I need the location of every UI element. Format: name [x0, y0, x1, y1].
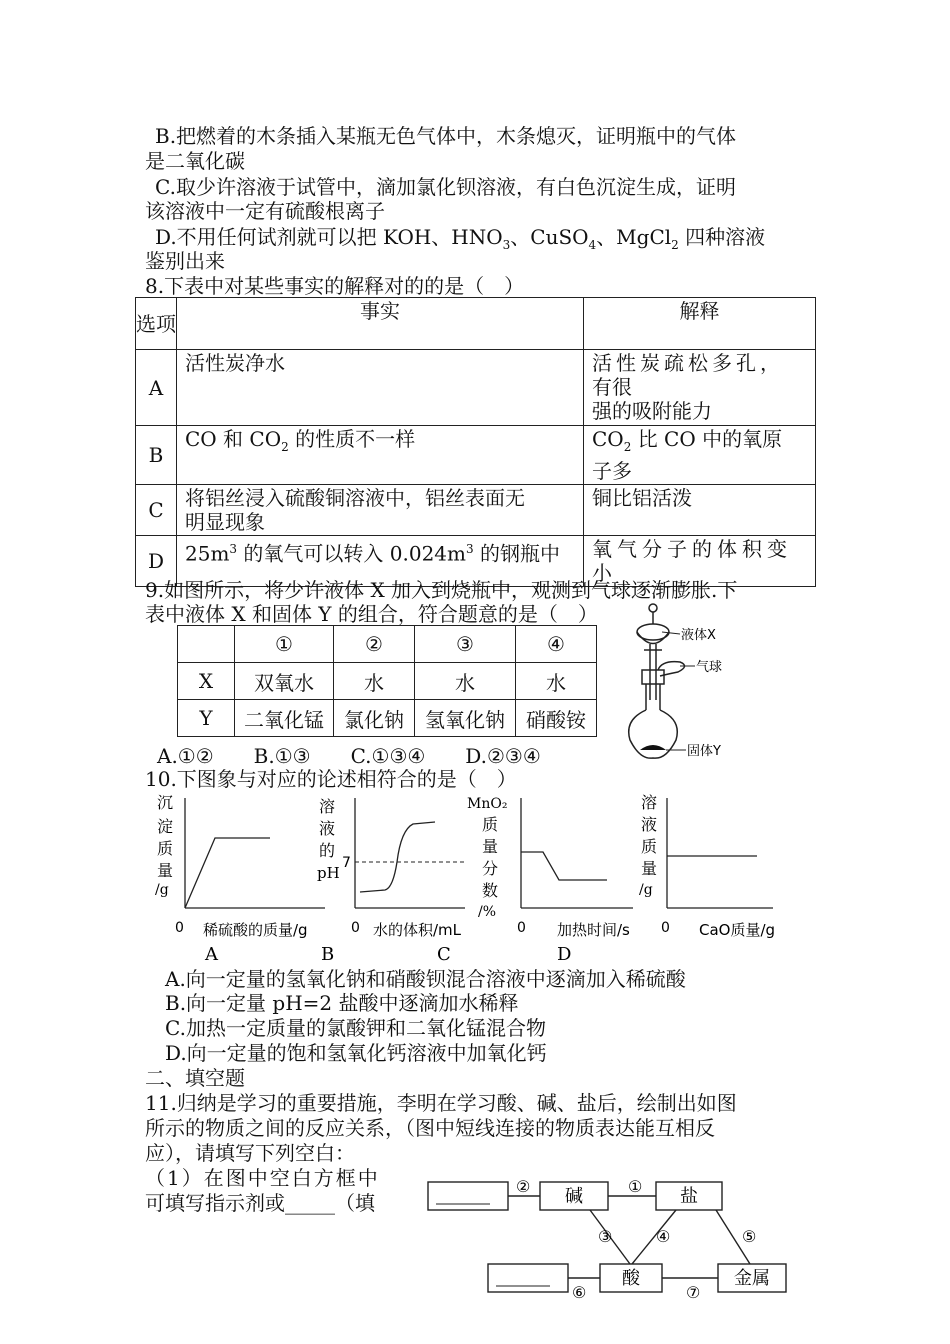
- section-heading: 二、填空题: [145, 1066, 245, 1090]
- link-3-label: ③: [598, 1227, 613, 1246]
- q9-col-2: ②: [334, 626, 415, 663]
- q8-header-explain: 解释: [584, 298, 816, 350]
- q7-option-c-line2: 该溶液中一定有硫酸根离子: [145, 199, 385, 223]
- liquid-x-label: 液体X: [681, 628, 716, 643]
- acid-box-label: 酸: [622, 1268, 640, 1289]
- graph-a-letter: A: [205, 944, 218, 965]
- q9-row-y-label: Y: [178, 700, 235, 737]
- graph-c-origin: 0: [517, 920, 526, 936]
- q9-col-1: ①: [235, 626, 334, 663]
- table-row: [178, 700, 597, 737]
- q9-corner: [178, 626, 235, 663]
- q8-table: [135, 297, 816, 587]
- q9-x-2: 水: [334, 663, 415, 700]
- q7-option-c-line1: C.取少许溶液于试管中，滴加氯化钡溶液，有白色沉淀生成，证明: [155, 175, 736, 199]
- graph-d-ylabel-4: 量: [641, 859, 658, 878]
- graph-d-origin: 0: [661, 920, 670, 936]
- q8-row-d-fact: $25m^3$ 的氧气可以转入 $0.024m^3$ 的钢瓶中: [177, 536, 584, 587]
- flask-apparatus-figure: [620, 600, 750, 770]
- q11-line3: 应），请填写下列空白：: [145, 1141, 355, 1165]
- graph-c-ylabel-1: MnO₂: [467, 796, 508, 812]
- q10-option-d: D.向一定量的饱和氢氧化钙溶液中加氧化钙: [165, 1041, 547, 1065]
- graph-a-origin: 0: [175, 920, 184, 936]
- q9-answer-choices: A.①② B.①③ C.①③④ D.②③④: [157, 744, 541, 768]
- q9-row-x-label: X: [178, 663, 235, 700]
- graph-a-xlabel: 稀硫酸的质量/g: [203, 921, 308, 939]
- table-row: [178, 663, 597, 700]
- salt-box-label: 盐: [680, 1186, 698, 1207]
- q9-col-4: ④: [516, 626, 597, 663]
- table-row: [136, 350, 816, 426]
- q8-row-d-explain: 氧气分子的体积变 小: [584, 536, 816, 587]
- graph-c-letter: C: [437, 944, 451, 965]
- q11-line2: 所示的物质之间的反应关系，（图中短线连接的物质表达能互相反: [145, 1116, 715, 1140]
- q8-header-option: 选项: [136, 298, 177, 350]
- q9-y-2: 氯化钠: [334, 700, 415, 737]
- graph-c-ylabel-2: 质: [482, 815, 499, 834]
- q7-option-d-line1: D.不用任何试剂就可以把 KOH、$HNO_3$、CuSO$_4$、MgCl$_2$ 四种溶液: [155, 225, 766, 252]
- link-2-label: ②: [516, 1177, 531, 1196]
- table-row: [136, 485, 816, 536]
- q11-line1: 11.归纳是学习的重要措施，李明在学习酸、碱、盐后，绘制出如图: [145, 1091, 737, 1115]
- link-6-label: ⑥: [572, 1283, 587, 1300]
- graph-d: [557, 793, 775, 965]
- q9-y-1: 二氧化锰: [235, 700, 334, 737]
- q10-graphs: [145, 790, 805, 970]
- graph-c-xlabel: 加热时间/s: [557, 921, 630, 939]
- q10-option-c: C.加热一定质量的氯酸钾和二氧化锰混合物: [165, 1016, 546, 1040]
- q11-relation-diagram: [420, 1170, 800, 1300]
- q8-row-a-fact: 活性炭净水: [177, 350, 584, 426]
- q9-table: [177, 625, 597, 737]
- q9-x-1: 双氧水: [235, 663, 334, 700]
- graph-c-ylabel-6: /%: [478, 904, 497, 920]
- graph-b-letter: B: [321, 944, 335, 965]
- graph-c: [437, 796, 633, 965]
- graph-a-ylabel-4: 量: [157, 861, 174, 880]
- graph-a-ylabel-5: /g: [155, 882, 169, 898]
- q8-row-b-fact: CO 和 $CO_2$ 的性质不一样: [177, 426, 584, 485]
- q9-stem-line1: 9.如图所示，将少许液体 X 加入到烧瓶中，观测到气球逐渐膨胀.下: [145, 578, 738, 602]
- q10-option-b: B.向一定量 pH=2 盐酸中逐滴加水稀释: [165, 991, 519, 1015]
- graph-b-origin: 0: [351, 920, 360, 936]
- graph-b-ph7-mark: 7: [342, 855, 351, 871]
- graph-d-ylabel-2: 液: [641, 815, 658, 834]
- q10-stem: 10.下图象与对应的论述相符合的是（ ）: [145, 767, 517, 791]
- q8-header-fact: 事实: [177, 298, 584, 350]
- q11-line4: （1）在图中空白方框中: [145, 1166, 380, 1190]
- graph-a-ylabel-2: 淀: [157, 817, 174, 836]
- metal-box-label: 金属: [734, 1268, 770, 1289]
- q7-option-b-line2: 是二氧化碳: [145, 149, 245, 173]
- link-1-label: ①: [628, 1177, 643, 1196]
- q8-row-c-explain: 铜比铝活泼: [584, 485, 816, 536]
- q8-stem: 8.下表中对某些事实的解释对的的是（ ）: [145, 274, 525, 298]
- graph-a-ylabel-3: 质: [157, 839, 174, 858]
- balloon-label: 气球: [696, 660, 723, 675]
- graph-a-ylabel-1: 沉: [157, 793, 174, 812]
- graph-b-ylabel-1: 溶: [319, 797, 336, 816]
- q9-stem-line2: 表中液体 X 和固体 Y 的组合，符合题意的是（ ）: [145, 602, 598, 626]
- link-7-label: ⑦: [686, 1283, 701, 1300]
- link-4-label: ④: [656, 1227, 671, 1246]
- q8-row-a-explain: 活性炭疏松多孔， 有很 强的吸附能力: [584, 350, 816, 426]
- graph-d-letter: D: [557, 944, 572, 965]
- graph-d-ylabel-5: /g: [639, 882, 653, 898]
- q9-y-3: 氢氧化钠: [415, 700, 516, 737]
- q7-option-b-line1: B.把燃着的木条插入某瓶无色气体中，木条熄灭，证明瓶中的气体: [155, 124, 737, 148]
- q9-x-3: 水: [415, 663, 516, 700]
- graph-b-ylabel-3: 的: [319, 841, 336, 860]
- solid-y-label: 固体Y: [687, 744, 721, 759]
- graph-c-ylabel-4: 分: [482, 859, 499, 878]
- q8-row-b-opt: B: [136, 426, 177, 485]
- q11-line5: 可填写指示剂或_____（填: [145, 1191, 375, 1215]
- graph-b: [317, 797, 465, 965]
- q7-option-d-line2: 鉴别出来: [145, 249, 225, 273]
- graph-d-ylabel-1: 溶: [641, 793, 658, 812]
- q8-row-c-opt: C: [136, 485, 177, 536]
- q8-row-b-explain: $CO_2$ 比 CO 中的氧原 子多: [584, 426, 816, 485]
- q9-col-3: ③: [415, 626, 516, 663]
- graph-d-xlabel: CaO质量/g: [699, 921, 776, 939]
- graph-b-xlabel: 水的体积/mL: [373, 921, 462, 939]
- q9-x-4: 水: [516, 663, 597, 700]
- q10-option-a: A.向一定量的氢氧化钠和硝酸钡混合溶液中逐滴加入稀硫酸: [165, 967, 686, 991]
- link-5-label: ⑤: [742, 1227, 757, 1246]
- graph-c-ylabel-3: 量: [482, 837, 499, 856]
- graph-d-ylabel-3: 质: [641, 837, 658, 856]
- base-box-label: 碱: [565, 1186, 583, 1207]
- q8-row-d-opt: D: [136, 536, 177, 587]
- graph-a: [155, 793, 325, 965]
- table-row: [136, 426, 816, 485]
- graph-c-ylabel-5: 数: [482, 881, 499, 900]
- q8-row-c-fact: 将铝丝浸入硫酸铜溶液中，铝丝表面无 明显现象: [177, 485, 584, 536]
- q9-y-4: 硝酸铵: [516, 700, 597, 737]
- q8-row-a-opt: A: [136, 350, 177, 426]
- graph-b-ylabel-4: pH: [317, 864, 340, 882]
- graph-b-ylabel-2: 液: [319, 819, 336, 838]
